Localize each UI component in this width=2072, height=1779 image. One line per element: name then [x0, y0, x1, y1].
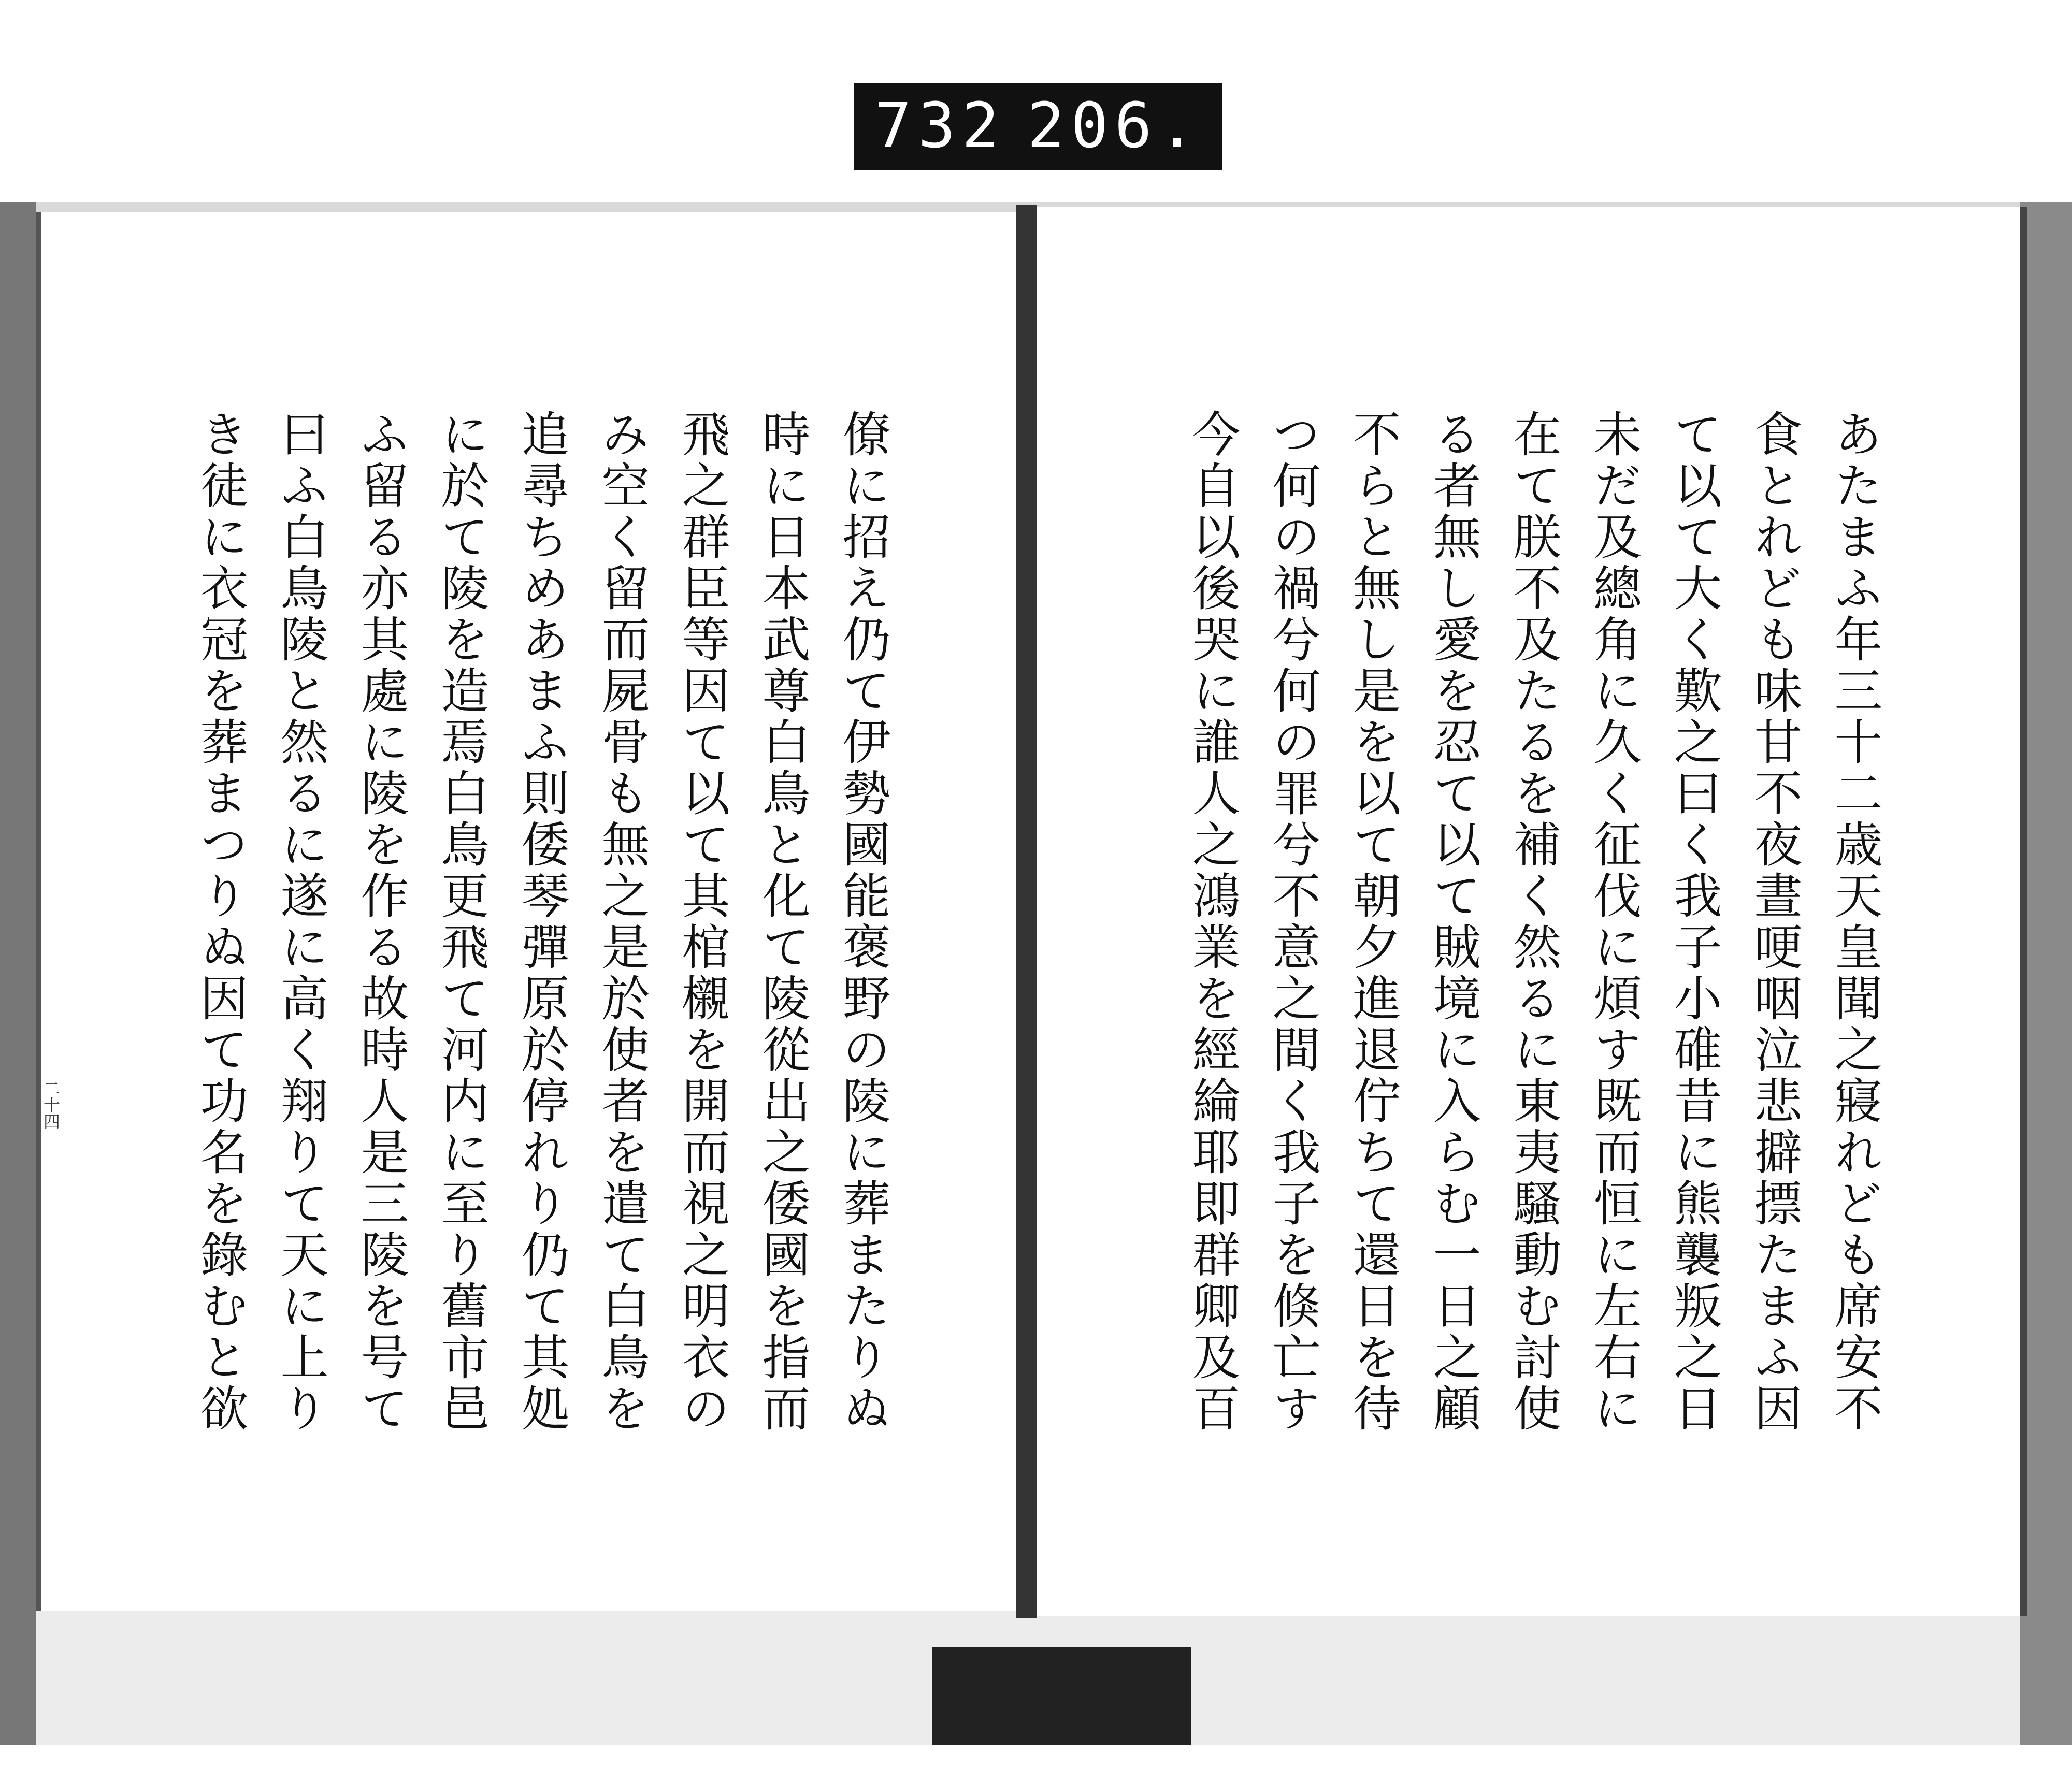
book-left-edge: [0, 202, 36, 1745]
right-column-1: あたまふ年三十二歳天皇聞之寢れども席安不: [1826, 409, 1882, 1435]
right-column-8: つ何の禍兮何の罪兮不意之間く我子を倏亡す: [1264, 409, 1320, 1435]
right-column-5: 在て朕不及たるを補く然るに東夷騷動む討使: [1505, 409, 1561, 1435]
left-column-9: き徒に衣冠を葬まつりぬ因て功名を錄むと欲: [192, 409, 248, 1435]
left-column-3: 飛之群臣等因て以て其棺櫬を開而視之明衣の: [674, 409, 730, 1435]
book-gutter: [1016, 205, 1037, 1618]
left-column-6: に於て陵を造焉白鳥更飛て河内に至り舊市邑: [433, 409, 489, 1435]
frame-label-left: 732: [874, 90, 1005, 162]
right-column-9: 今自以後哭に誰人之鴻業を經綸耶即群卿及百: [1184, 409, 1240, 1435]
left-column-4: み空く留而屍骨も無之是於使者を遣て白鳥を: [594, 409, 650, 1435]
left-column-8: 曰ふ白鳥陵と然るに遂に高く翔りて天に上り: [272, 409, 328, 1435]
frame-label-right: 206.: [1027, 90, 1202, 162]
page-folio: 二十四: [41, 1080, 61, 1130]
right-column-4: 未だ及總角に久く征伐に煩す既而恒に左右に: [1586, 409, 1642, 1435]
frame-label: [854, 83, 1222, 170]
right-column-3: て以て大く歎之曰く我子小碓昔に熊襲叛之日: [1666, 409, 1722, 1435]
left-column-5: 追尋ちめあまふ則倭琴彈原於停れり仍て其処: [513, 409, 569, 1435]
scan-bottom-strip: [36, 1611, 2020, 1745]
book-right-edge: [2020, 202, 2072, 1745]
left-column-1: 僚に招え仍て伊勢國能褒野の陵に葬またりぬ: [834, 409, 890, 1435]
left-column-7: ふ留る亦其處に陵を作る故時人是三陵を号て: [353, 409, 409, 1435]
right-column-7: 不らと無し是を以て朝夕進退佇ちて還日を待: [1345, 409, 1401, 1435]
left-column-2: 時に日本武尊白鳥と化て陵從出之倭國を指而: [754, 409, 810, 1435]
scan-dark-block: [932, 1647, 1191, 1745]
right-column-6: る者無し愛を忍て以て賊境に入らむ一日之顧: [1425, 409, 1481, 1435]
right-column-2: 食とれども味甘不夜晝哽咽泣悲擗摽たまふ因: [1746, 409, 1802, 1435]
